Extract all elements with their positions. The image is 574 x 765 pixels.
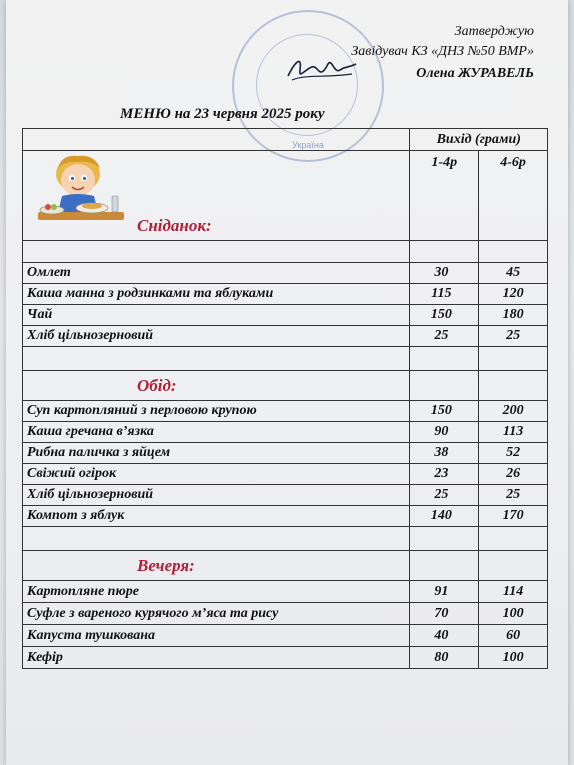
dish-name: Суп картопляний з перловою крупою bbox=[23, 401, 410, 422]
dish-name: Хліб цільнозерновий bbox=[23, 326, 410, 347]
portion-1-4: 70 bbox=[410, 603, 479, 625]
approval-line-2: Завідувач КЗ «ДНЗ №50 ВМР» bbox=[351, 44, 534, 59]
age-group-1: 1-4р bbox=[410, 151, 479, 241]
portion-1-4: 40 bbox=[410, 625, 479, 647]
portion-1-4: 115 bbox=[410, 284, 479, 305]
portion-1-4: 150 bbox=[410, 401, 479, 422]
portion-4-6: 120 bbox=[479, 284, 548, 305]
portion-4-6: 100 bbox=[479, 603, 548, 625]
portion-1-4: 38 bbox=[410, 443, 479, 464]
portion-4-6: 200 bbox=[479, 401, 548, 422]
dish-name: Картопляне пюре bbox=[23, 581, 410, 603]
section-row bbox=[23, 551, 548, 581]
spacer-row bbox=[23, 241, 548, 263]
portion-1-4: 91 bbox=[410, 581, 479, 603]
table-row bbox=[23, 284, 548, 305]
portion-1-4: 25 bbox=[410, 326, 479, 347]
portion-1-4: 150 bbox=[410, 305, 479, 326]
table-row bbox=[23, 422, 548, 443]
table-row bbox=[23, 401, 548, 422]
portion-1-4: 25 bbox=[410, 485, 479, 506]
approval-name: Олена ЖУРАВЕЛЬ bbox=[416, 66, 534, 81]
dish-name: Омлет bbox=[23, 263, 410, 284]
dish-name: Кефір bbox=[23, 647, 410, 669]
portion-1-4: 80 bbox=[410, 647, 479, 669]
table-row bbox=[23, 326, 548, 347]
section-breakfast-title: Сніданок: bbox=[23, 151, 410, 241]
dish-name: Рибна паличка з яйцем bbox=[23, 443, 410, 464]
table-row bbox=[23, 464, 548, 485]
table-row bbox=[23, 603, 548, 625]
portion-4-6: 180 bbox=[479, 305, 548, 326]
dish-name: Чай bbox=[23, 305, 410, 326]
child-eating-icon bbox=[32, 152, 128, 232]
portion-4-6: 45 bbox=[479, 263, 548, 284]
portion-4-6: 170 bbox=[479, 506, 548, 527]
portion-4-6: 100 bbox=[479, 647, 548, 669]
dish-name: Каша манна з родзинками та яблуками bbox=[23, 284, 410, 305]
portion-4-6: 113 bbox=[479, 422, 548, 443]
portion-4-6: 25 bbox=[479, 326, 548, 347]
table-row bbox=[23, 305, 548, 326]
page-title: МЕНЮ на 23 червня 2025 року bbox=[120, 106, 325, 122]
approval-line-1: Затверджую bbox=[454, 24, 534, 39]
spacer-row bbox=[23, 347, 548, 371]
table-row bbox=[23, 581, 548, 603]
table-row bbox=[23, 485, 548, 506]
table-row bbox=[23, 443, 548, 464]
signature-icon bbox=[282, 52, 362, 88]
age-group-2: 4-6р bbox=[479, 151, 548, 241]
dish-name: Капуста тушкована bbox=[23, 625, 410, 647]
dish-name: Компот з яблук bbox=[23, 506, 410, 527]
portion-1-4: 140 bbox=[410, 506, 479, 527]
portion-1-4: 90 bbox=[410, 422, 479, 443]
spacer-row bbox=[23, 527, 548, 551]
dish-name: Хліб цільнозерновий bbox=[23, 485, 410, 506]
portion-1-4: 23 bbox=[410, 464, 479, 485]
table-header-row bbox=[23, 129, 548, 151]
section-dinner-title: Вечеря: bbox=[23, 551, 410, 581]
section-lunch-title: Обід: bbox=[23, 371, 410, 401]
portion-4-6: 114 bbox=[479, 581, 548, 603]
table-row bbox=[23, 625, 548, 647]
table-row bbox=[23, 263, 548, 284]
dish-name: Каша гречана в’язка bbox=[23, 422, 410, 443]
table-row bbox=[23, 506, 548, 527]
dish-name: Суфле з вареного курячого м’яса та рису bbox=[23, 603, 410, 625]
dish-name: Свіжий огірок bbox=[23, 464, 410, 485]
portion-4-6: 25 bbox=[479, 485, 548, 506]
stamp-country: Україна bbox=[292, 140, 324, 150]
portion-4-6: 52 bbox=[479, 443, 548, 464]
table-row bbox=[23, 647, 548, 669]
output-header: Вихід (грами) bbox=[410, 129, 548, 151]
portion-4-6: 60 bbox=[479, 625, 548, 647]
portion-1-4: 30 bbox=[410, 263, 479, 284]
portion-4-6: 26 bbox=[479, 464, 548, 485]
section-row bbox=[23, 371, 548, 401]
